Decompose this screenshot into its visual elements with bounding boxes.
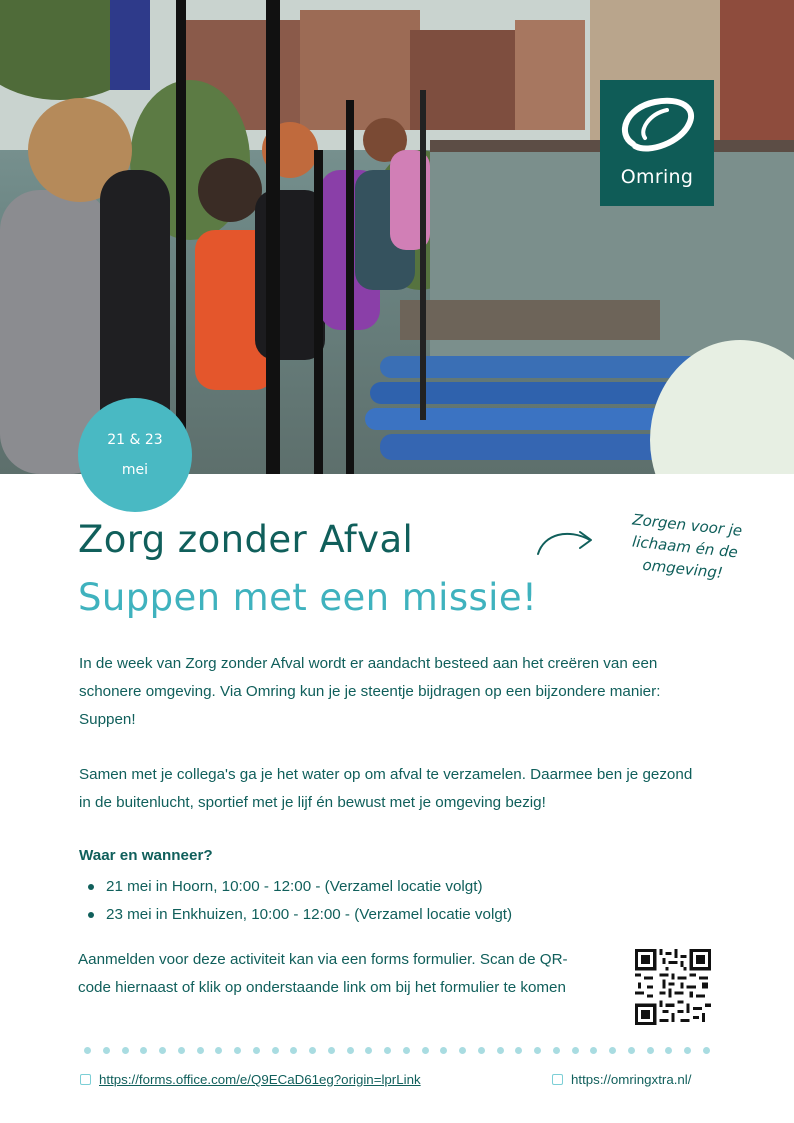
signup-text: Aanmelden voor deze activiteit kan via een forms formulier. Scan de QR-code hiernaast of klik op onderstaande link om bij het formulier te komen xyxy=(78,951,568,996)
page-title: Zorg zonder Afval xyxy=(78,518,414,561)
logo-text: Omring xyxy=(620,166,694,188)
where-when-heading: Waar en wanneer? xyxy=(79,847,213,864)
list-item: 23 mei in Enkhuizen, 10:00 - 12:00 - (Verzamel locatie volgt) xyxy=(88,901,512,929)
link-icon xyxy=(80,1074,91,1085)
handnote-line: lichaam én de xyxy=(631,532,739,562)
date-badge xyxy=(78,398,192,512)
handnote-line: omgeving! xyxy=(641,555,724,583)
handwritten-note xyxy=(607,506,763,587)
date-badge-days: 21 & 23 xyxy=(107,432,163,448)
website-link-text[interactable]: https://omringxtra.nl/ xyxy=(571,1072,692,1087)
handnote-line: Zorgen voor je xyxy=(631,510,744,540)
omring-logo xyxy=(600,80,714,206)
link-icon xyxy=(552,1074,563,1085)
where-when-list xyxy=(88,873,512,929)
qr-code[interactable] xyxy=(635,949,711,1025)
omring-swoosh-icon xyxy=(615,94,699,158)
forms-link-text[interactable]: https://forms.office.com/e/Q9ECaD61eg?origin=lprLink xyxy=(99,1072,421,1087)
list-item: 21 mei in Hoorn, 10:00 - 12:00 - (Verzamel locatie volgt) xyxy=(88,873,512,901)
website-link[interactable] xyxy=(552,1072,691,1087)
dotted-divider xyxy=(84,1047,710,1057)
curved-arrow-icon xyxy=(534,524,596,558)
mission-paragraph: Samen met je collega's ga je het water op om afval te verzamelen. Daarmee ben je gezond in de buitenlucht, sportief met je lijf én bewust met je omgeving bezig! xyxy=(79,766,693,811)
page-subtitle: Suppen met een missie! xyxy=(78,576,538,619)
date-badge-month: mei xyxy=(121,462,149,478)
intro-paragraph: In de week van Zorg zonder Afval wordt er aandacht besteed aan het creëren van een schonere omgeving. Via Omring kun je je steentje bijdragen op een bijzondere manier: Suppen! xyxy=(79,655,661,728)
forms-link[interactable] xyxy=(80,1072,421,1087)
